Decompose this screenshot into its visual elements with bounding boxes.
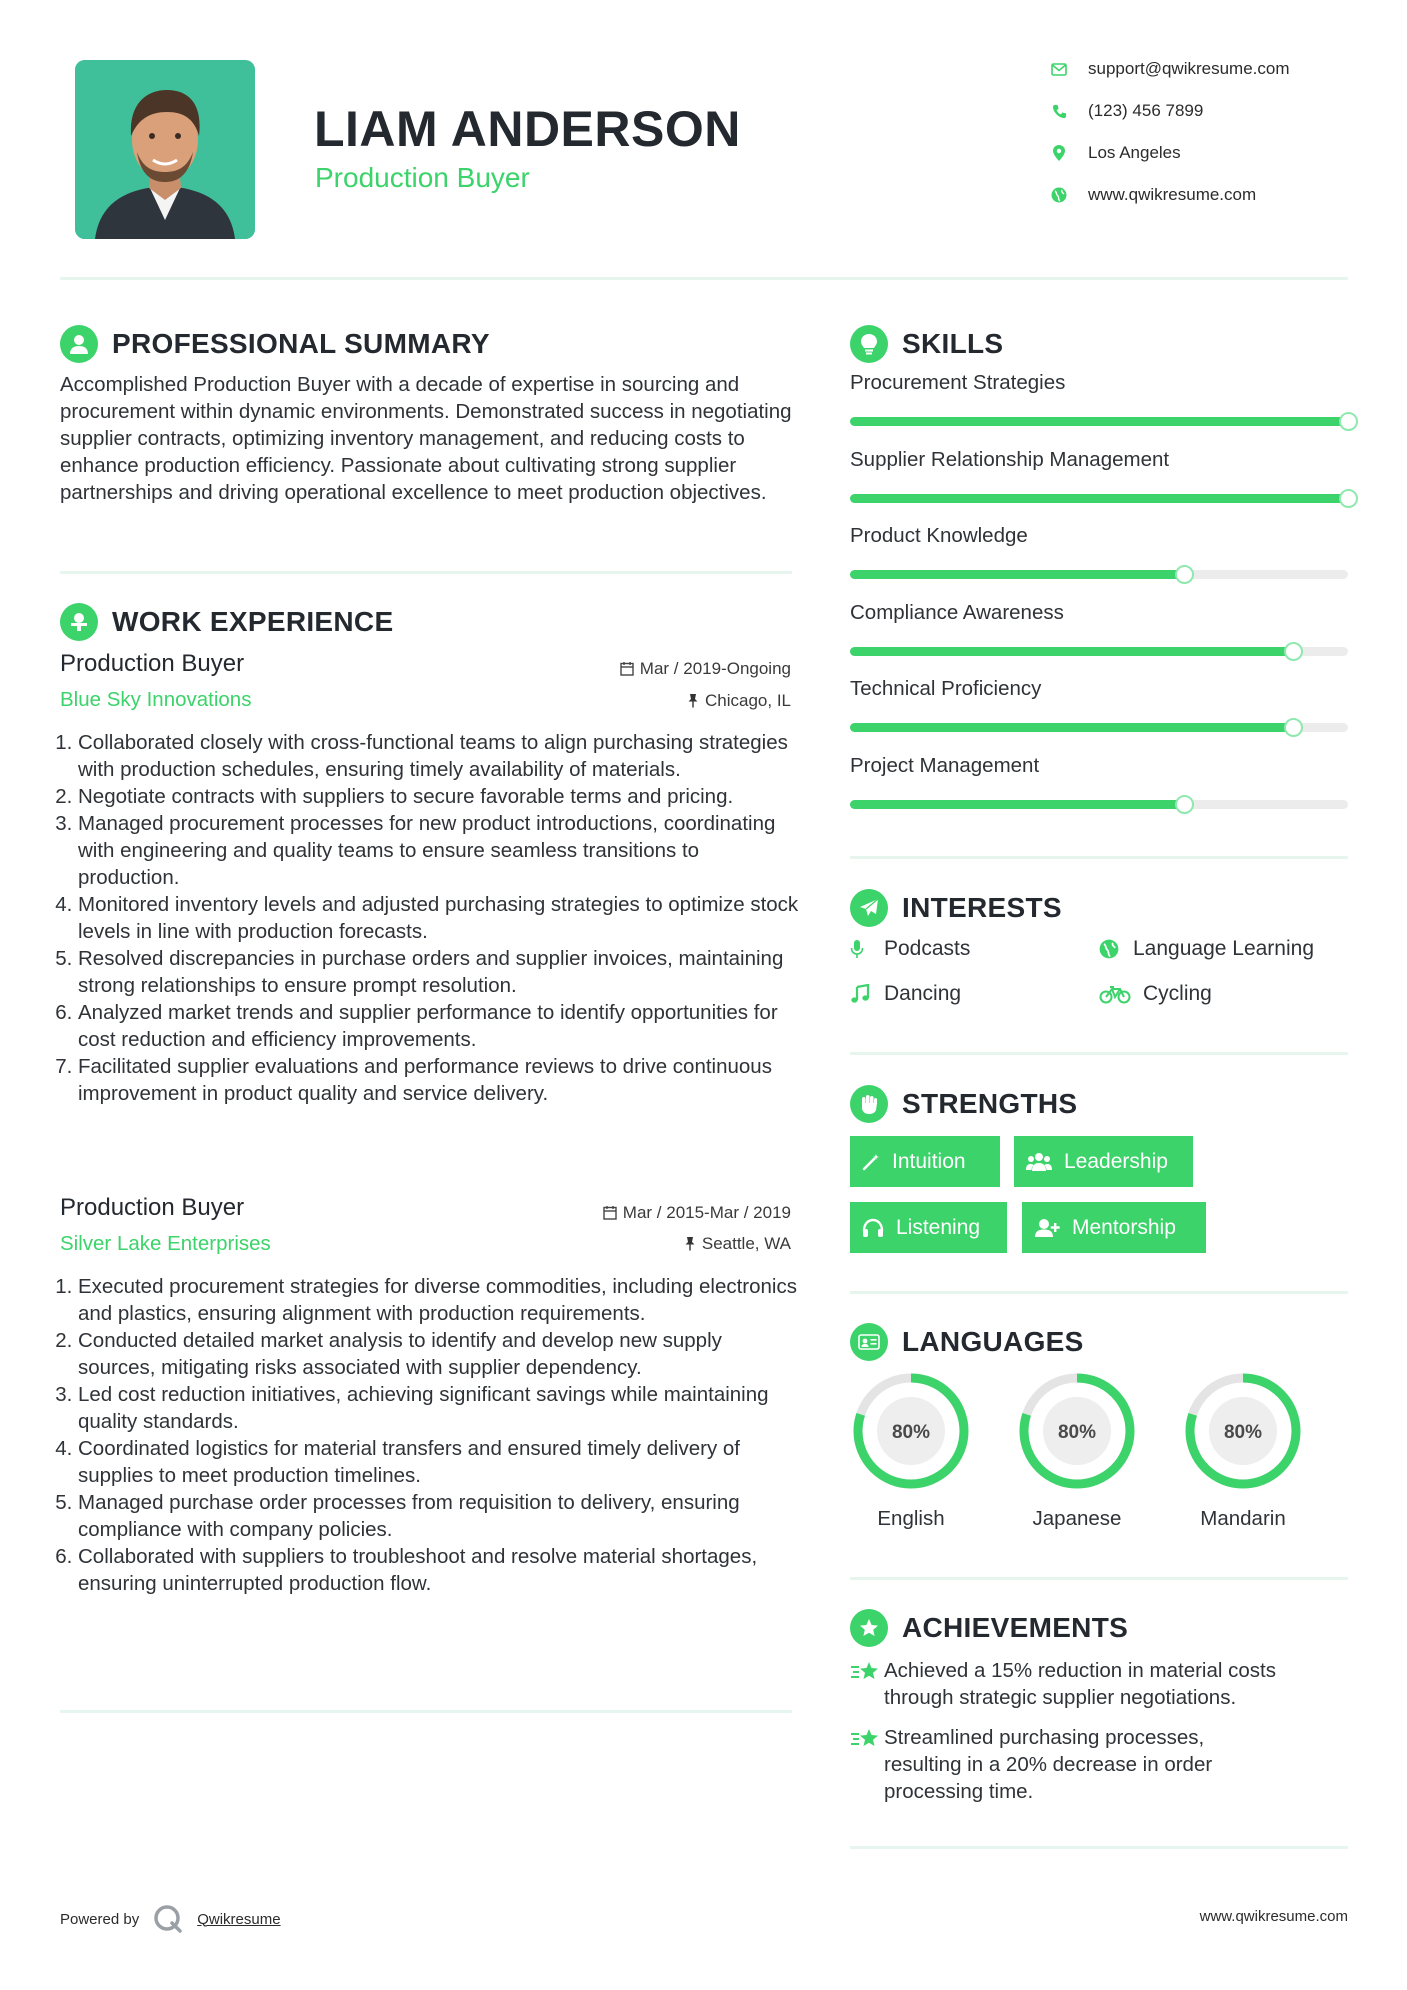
envelope-icon <box>1050 60 1068 78</box>
languages-heading: LANGUAGES <box>902 1326 1084 1357</box>
ring-percent-label: 80% <box>1223 1422 1263 1443</box>
skill-bar-track <box>850 723 1348 732</box>
achievement-item-2 <box>850 1724 1320 1805</box>
magic-wand-icon <box>862 1153 880 1171</box>
phone-icon <box>1050 102 1068 120</box>
duty-item: 7. Facilitated supplier evaluations and performance reviews to drive continuous improvement in product quality and service delivery. <box>78 1053 800 1107</box>
job-2-company: Silver Lake Enterprises <box>60 1232 271 1255</box>
briefcase-icon <box>60 603 98 641</box>
interest-label: Cycling <box>1143 982 1212 1005</box>
paper-plane-icon <box>850 889 888 927</box>
achievements-divider <box>850 1846 1348 1849</box>
skill-bar-fill <box>850 494 1348 503</box>
users-icon <box>1026 1152 1052 1172</box>
interest-label: Podcasts <box>884 937 971 960</box>
skill-bar-knob <box>1284 718 1303 737</box>
skill-bar-knob <box>1339 412 1358 431</box>
job-1-dates <box>620 659 791 679</box>
interest-podcasts <box>850 934 970 964</box>
job-2-location <box>684 1234 791 1254</box>
achievements-section-header <box>850 1608 1128 1648</box>
interests-divider <box>850 1052 1348 1055</box>
language-ring-chart <box>849 1369 973 1493</box>
summary-section-header <box>60 324 490 364</box>
job-2-dates-text: Mar / 2015-Mar / 2019 <box>622 1203 791 1222</box>
skill-name: Product Knowledge <box>850 524 1028 547</box>
job-1-duties <box>58 729 800 1107</box>
interest-label: Language Learning <box>1133 937 1315 960</box>
strengths-heading: STRENGTHS <box>902 1088 1078 1119</box>
interest-cycling <box>1099 979 1212 1009</box>
language-name: English <box>877 1507 945 1530</box>
job-2-duties <box>58 1273 800 1597</box>
experience-heading: WORK EXPERIENCE <box>112 606 394 637</box>
languages-section-header <box>850 1322 1084 1362</box>
strength-mentorship <box>1022 1202 1206 1253</box>
contact-website-text: www.qwikresume.com <box>1088 185 1257 204</box>
skill-bar-knob <box>1175 795 1194 814</box>
job-1-company: Blue Sky Innovations <box>60 688 252 711</box>
skill-bar-fill <box>850 647 1293 656</box>
skill-bar-knob <box>1339 489 1358 508</box>
ring-percent-label: 80% <box>891 1422 931 1443</box>
language-ring-chart <box>1181 1369 1305 1493</box>
summary-divider <box>60 571 792 574</box>
achievement-item-1 <box>850 1657 1350 1711</box>
skills-divider <box>850 856 1348 859</box>
skill-name: Supplier Relationship Management <box>850 447 1170 471</box>
strength-intuition <box>850 1136 1000 1187</box>
contact-phone-text: (123) 456 7899 <box>1088 101 1204 120</box>
language-ring <box>1015 1369 1139 1498</box>
strength-label: Intuition <box>892 1149 966 1173</box>
skill-bar-track <box>850 417 1348 426</box>
strength-label: Listening <box>896 1215 981 1239</box>
duty-item: 4. Coordinated logistics for material transfers and ensured timely delivery of supplies to meet production timelines. <box>78 1435 800 1489</box>
skill-bar-track <box>850 800 1348 809</box>
qwikresume-logo-icon <box>153 1904 183 1934</box>
skill-name: Compliance Awareness <box>850 600 1064 624</box>
strength-label: Mentorship <box>1072 1215 1176 1239</box>
header-divider <box>60 277 1348 280</box>
language-name: Japanese <box>1032 1507 1122 1530</box>
footer-url[interactable]: www.qwikresume.com <box>1199 1908 1348 1925</box>
globe-icon <box>1050 186 1068 204</box>
duty-item: 6. Collaborated with suppliers to troubleshoot and resolve material shortages, ensuring uninterrupted production flow. <box>78 1543 800 1597</box>
shooting-star-icon <box>850 1659 884 1690</box>
calendar-icon <box>603 1205 617 1220</box>
skill-name: Project Management <box>850 753 1040 777</box>
skill-name: Technical Proficiency <box>850 677 1042 700</box>
experience-divider <box>60 1710 792 1713</box>
strengths-section-header <box>850 1084 1077 1124</box>
skill-bar-knob <box>1175 565 1194 584</box>
interests-section-header <box>850 888 1062 928</box>
skills-section-header <box>850 324 1003 364</box>
user-plus-icon <box>1034 1218 1060 1238</box>
pushpin-icon <box>684 1236 696 1251</box>
duty-item: 2. Conducted detailed market analysis to identify and develop new supply sources, mitigating risks associated with supplier dependency. <box>78 1327 800 1381</box>
duty-item: 5. Resolved discrepancies in purchase orders and supplier invoices, maintaining strong relationships to ensure prompt resolution. <box>78 945 800 999</box>
user-icon <box>60 325 98 363</box>
profile-photo <box>75 60 255 239</box>
fist-icon <box>850 1085 888 1123</box>
duty-item: 4. Monitored inventory levels and adjusted purchasing strategies to optimize stock levels in line with production forecasts. <box>78 891 800 945</box>
ring-percent-label: 80% <box>1057 1422 1097 1443</box>
interest-dancing <box>850 979 961 1009</box>
job-2-dates <box>603 1203 791 1223</box>
avatar-illustration <box>75 60 255 239</box>
strength-leadership <box>1014 1136 1193 1187</box>
contact-website[interactable] <box>1050 181 1370 209</box>
summary-heading: PROFESSIONAL SUMMARY <box>112 328 490 359</box>
contact-location-text: Los Angeles <box>1088 143 1181 162</box>
language-ring <box>849 1369 973 1498</box>
skill-bar-fill <box>850 417 1348 426</box>
skills-heading: SKILLS <box>902 328 1004 359</box>
duty-item: 6. Analyzed market trends and supplier performance to identify opportunities for cost reduction and efficiency improvements. <box>78 999 800 1053</box>
duty-item: 1. Executed procurement strategies for diverse commodities, including electronics and plastics, ensuring alignment with production requirements. <box>78 1273 800 1327</box>
shooting-star-icon <box>850 1726 884 1757</box>
contact-location <box>1050 139 1370 167</box>
powered-by-label: Powered by <box>60 1910 140 1928</box>
achievement-text: Streamlined purchasing processes, resulting in a 20% decrease in order processing time. <box>884 1726 1213 1803</box>
achievements-heading: ACHIEVEMENTS <box>902 1612 1129 1643</box>
skill-bar-track <box>850 647 1348 656</box>
globe-icon <box>1099 939 1125 959</box>
skill-bar-knob <box>1284 642 1303 661</box>
language-ring-chart <box>1015 1369 1139 1493</box>
experience-section-header <box>60 602 393 642</box>
interests-heading: INTERESTS <box>902 892 1062 923</box>
skill-bar-track <box>850 494 1348 503</box>
job-2-title: Production Buyer <box>60 1194 245 1221</box>
skill-bar-fill <box>850 723 1293 732</box>
contact-email-text: support@qwikresume.com <box>1088 59 1290 78</box>
interest-language-learning <box>1099 934 1314 964</box>
candidate-title: Production Buyer <box>315 162 530 193</box>
duty-item: 5. Managed purchase order processes from requisition to delivery, ensuring compliance with company policies. <box>78 1489 800 1543</box>
strength-label: Leadership <box>1064 1149 1168 1173</box>
headphones-icon <box>862 1218 884 1238</box>
job-2-location-text: Seattle, WA <box>701 1234 791 1253</box>
bicycle-icon <box>1099 984 1135 1004</box>
job-1-location <box>687 691 791 711</box>
skill-bar-fill <box>850 570 1184 579</box>
duty-item: 3. Led cost reduction initiatives, achieving significant savings while maintaining quality standards. <box>78 1381 800 1435</box>
duty-item: 1. Collaborated closely with cross-functional teams to align purchasing strategies with production schedules, ensuring timely availability of materials. <box>78 729 800 783</box>
strength-listening <box>850 1202 1007 1253</box>
microphone-icon <box>850 939 876 959</box>
job-1-dates-text: Mar / 2019-Ongoing <box>639 659 791 678</box>
candidate-name: LIAM ANDERSON <box>314 101 741 157</box>
skill-bar-track <box>850 570 1348 579</box>
language-name: Mandarin <box>1200 1507 1286 1530</box>
footer-powered-by <box>60 1904 281 1934</box>
achievement-text: Achieved a 15% reduction in material costs through strategic supplier negotiations. <box>884 1659 1276 1709</box>
calendar-icon <box>620 661 634 676</box>
contact-email[interactable] <box>1050 55 1370 83</box>
languages-divider <box>850 1577 1348 1580</box>
summary-text: Accomplished Production Buyer with a decade of expertise in sourcing and procurement within dynamic environments. Demonstrated success in negotiating supplier contracts, optimizing inventory management, and reducing costs to enhance production efficiency. Passionate about cultivating strong supplier partnerships and driving operational excellence to meet production objectives. <box>60 373 792 504</box>
music-note-icon <box>850 984 876 1004</box>
job-1-location-text: Chicago, IL <box>705 691 791 710</box>
star-badge-icon <box>850 1609 888 1647</box>
duty-item: 3. Managed procurement processes for new product introductions, coordinating with engineering and quality teams to ensure seamless transitions to production. <box>78 810 800 891</box>
strengths-divider <box>850 1291 1348 1294</box>
pushpin-icon <box>687 693 699 708</box>
language-ring <box>1181 1369 1305 1498</box>
duty-item: 2. Negotiate contracts with suppliers to secure favorable terms and pricing. <box>78 783 800 810</box>
skill-name: Procurement Strategies <box>850 371 1066 394</box>
contact-phone[interactable] <box>1050 97 1370 125</box>
lightbulb-icon <box>850 325 888 363</box>
interest-label: Dancing <box>884 982 962 1005</box>
map-pin-icon <box>1050 144 1068 162</box>
qwikresume-link[interactable]: Qwikresume <box>197 1910 281 1928</box>
skill-bar-fill <box>850 800 1184 809</box>
id-card-icon <box>850 1323 888 1361</box>
job-1-title: Production Buyer <box>60 650 245 677</box>
